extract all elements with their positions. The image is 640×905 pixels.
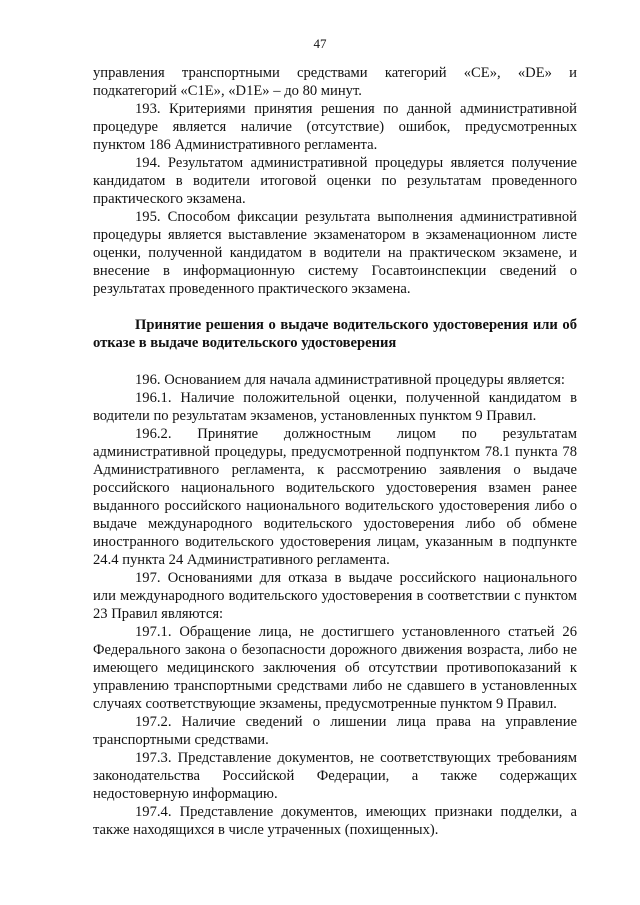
paragraph-197-4: 197.4. Представление документов, имеющих признаки подделки, а также находящихся в числе утраченных (похищенных). xyxy=(93,804,577,838)
paragraph-197-1: 197.1. Обращение лица, не достигшего установленного статьей 26 Федерального закона о безопасности дорожного движения возраста, либо не имеющего медицинского заключения об отсутствии противопоказаний к управлению транспортными средствами либо не сдавшего в установленных случаях соответствующие экзамены, предусмотренные пунктом 9 Правил. xyxy=(93,624,577,712)
paragraph-continuation: управления транспортными средствами категорий «CE», «DE» и подкатегорий «C1E», «D1E» – до 80 минут. xyxy=(93,65,577,99)
paragraph-197-2: 197.2. Наличие сведений о лишении лица права на управление транспортными средствами. xyxy=(93,714,577,748)
paragraph-196-2: 196.2. Принятие должностным лицом по результатам административной процедуры, предусмотренной подпунктом 78.1 пункта 78 Административного регламента, к рассмотрению заявления о выдаче российского национального водительского удостоверения взамен ранее выданного российского национального водительского удостоверения либо о выдаче международного водительского удостоверения либо об обмене иностранного водительского удостоверения лицам, указанным в подпункте 24.4 пункта 24 Административного регламента. xyxy=(93,426,577,568)
paragraph-196: 196. Основанием для начала административной процедуры является: xyxy=(135,372,565,388)
paragraph-193: 193. Критериями принятия решения по данной административной процедуре является наличие (отсутствие) ошибок, предусмотренных пунктом 186 Административного регламента. xyxy=(93,101,577,153)
paragraph-196-1: 196.1. Наличие положительной оценки, полученной кандидатом в водители по результатам экзаменов, установленных пунктом 9 Правил. xyxy=(93,390,577,424)
document-body xyxy=(93,64,577,839)
paragraph-197-3: 197.3. Представление документов, не соответствующих требованиям законодательства Российской Федерации, а также содержащих недостоверную информацию. xyxy=(93,750,577,802)
paragraph-194: 194. Результатом административной процедуры является получение кандидатом в водители итоговой оценки по результатам проведенного практического экзамена. xyxy=(93,155,577,207)
page-number: 47 xyxy=(313,36,327,51)
section-heading: Принятие решения о выдаче водительского удостоверения или об отказе в выдаче водительского удостоверения xyxy=(93,317,577,351)
paragraph-195: 195. Способом фиксации результата выполнения административной процедуры является выставление экзаменатором в экзаменационном листе оценки, полученной кандидатом в водители на практическом экзамене, и внесение в информационную систему Госавтоинспекции сведений о результатах проведенного практического экзамена. xyxy=(93,209,577,297)
paragraph-197: 197. Основаниями для отказа в выдаче российского национального или международного водительского удостоверения в соответствии с пунктом 23 Правил являются: xyxy=(93,570,577,622)
